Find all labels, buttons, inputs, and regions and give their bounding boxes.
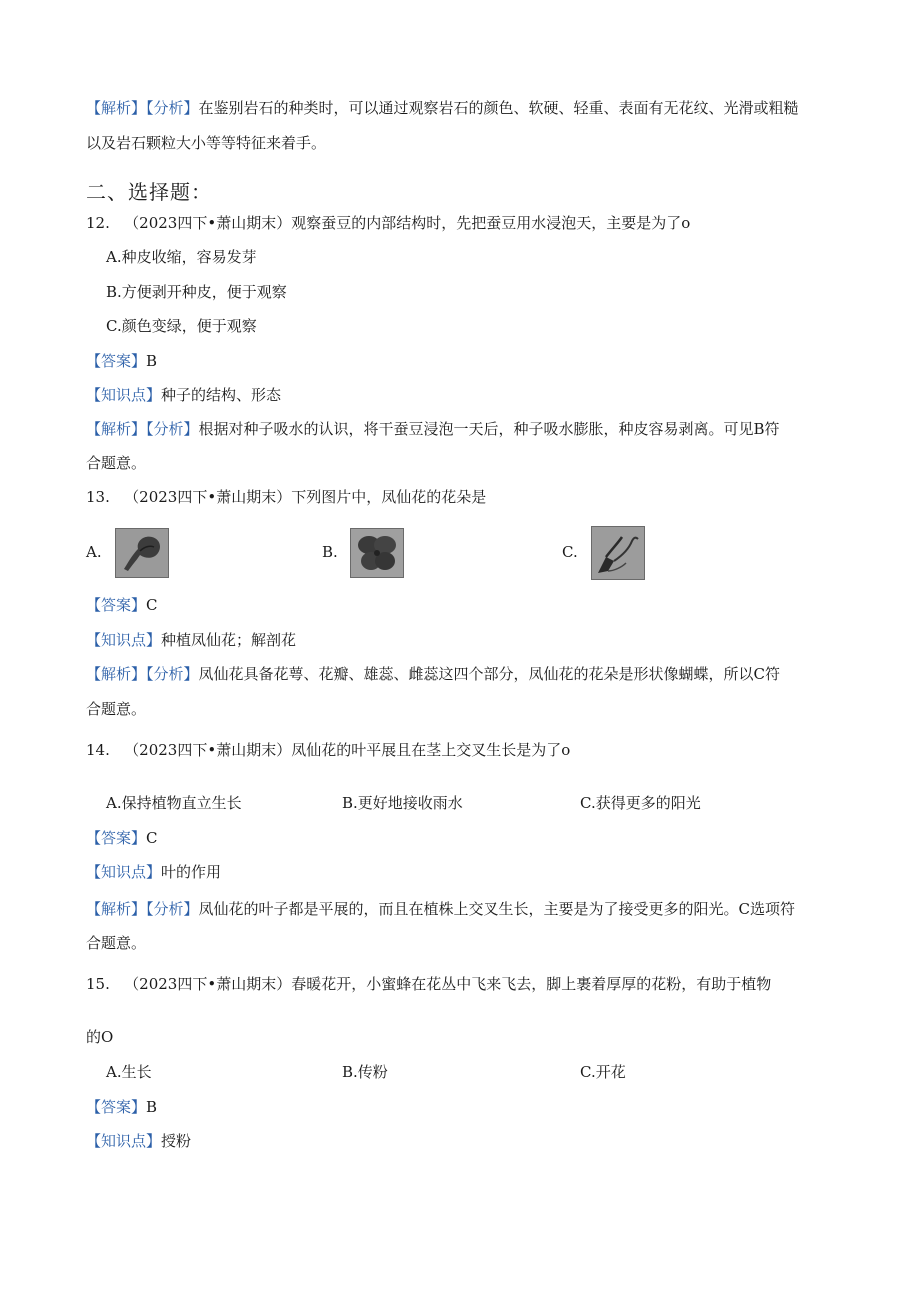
q12-option-a: A.种皮收缩，容易发芽 [106, 248, 257, 266]
q14-stem [86, 740, 570, 760]
q15-stem-line-2: 的O [86, 1028, 114, 1046]
analysis-text: 凤仙花具备花萼、花瓣、雄蕊、雌蕊这四个部分，凤仙花的花朵是形状像蝴蝶，所以C符 [198, 665, 781, 683]
section-title: 二、选择题： [86, 180, 212, 204]
knowledge-label: 【知识点】 [86, 1132, 162, 1150]
question-source: （2023四下•萧山期末） [124, 741, 292, 759]
analysis-label: 【解析】 [86, 900, 147, 918]
q14-option-a: A.保持植物直立生长 [106, 794, 242, 812]
q14-answer [86, 828, 158, 848]
q13-stem [86, 487, 486, 507]
question-number: 13. [86, 488, 110, 506]
question-source: （2023四下•萧山期末） [124, 488, 292, 506]
flower-clover-photo-icon [350, 528, 404, 578]
q14-option-b: B.更好地接收雨水 [342, 794, 463, 812]
q13-analysis-line-1 [86, 664, 780, 684]
q14-knowledge [86, 862, 221, 882]
knowledge-value: 授粉 [161, 1132, 192, 1150]
q15-option-a: A.生长 [106, 1063, 152, 1081]
q13-knowledge [86, 630, 296, 650]
answer-label: 【答案】 [86, 1098, 147, 1116]
knowledge-label: 【知识点】 [86, 863, 162, 881]
q12-knowledge [86, 385, 281, 405]
question-text: 观察蚕豆的内部结构时，先把蚕豆用水浸泡天，主要是为了o [291, 214, 691, 232]
knowledge-value: 种子的结构、形态 [161, 386, 282, 404]
question-text: 下列图片中，凤仙花的花朵是 [291, 488, 487, 506]
q15-answer [86, 1097, 157, 1117]
fenxi-label: 【分析】 [146, 99, 199, 117]
fenxi-label: 【分析】 [146, 420, 199, 438]
fenxi-label: 【分析】 [146, 665, 199, 683]
q13-answer [86, 595, 158, 615]
q15-knowledge [86, 1131, 191, 1151]
analysis-label: 【解析】 [86, 665, 147, 683]
answer-label: 【答案】 [86, 352, 147, 370]
q12-option-b: B.方便剥开种皮，便于观察 [106, 283, 287, 301]
q13-option-c-letter: C. [562, 543, 578, 561]
flower-butterfly-photo-icon [591, 526, 645, 580]
analysis-text: 凤仙花的叶子都是平展的，而且在植株上交叉生长，主要是为了接受更多的阳光。C选项符 [198, 900, 796, 918]
answer-value: C [146, 829, 158, 847]
question-text: 凤仙花的叶平展且在茎上交叉生长是为了o [291, 741, 571, 759]
q12-answer [86, 351, 157, 371]
q12-stem [86, 213, 690, 233]
prev-analysis-line-1 [86, 98, 799, 118]
q14-option-c: C.获得更多的阳光 [580, 794, 701, 812]
q14-analysis-line-2: 合题意。 [86, 934, 147, 952]
q15-stem-line-1 [86, 974, 771, 994]
answer-value: B [146, 352, 158, 370]
analysis-label: 【解析】 [86, 420, 147, 438]
q15-option-c: C.开花 [580, 1063, 626, 1081]
q12-option-c: C.颜色变绿，便于观察 [106, 317, 257, 335]
answer-label: 【答案】 [86, 596, 147, 614]
q14-analysis-line-1 [86, 899, 795, 919]
question-number: 15. [86, 975, 110, 993]
analysis-text: 在鉴别岩石的种类时，可以通过观察岩石的颜色、软硬、轻重、表面有无花纹、光滑或粗糙 [198, 99, 799, 117]
q13-option-a-letter: A. [86, 543, 102, 561]
q12-analysis-line-1 [86, 419, 780, 439]
analysis-label: 【解析】 [86, 99, 147, 117]
q12-analysis-line-2: 合题意。 [86, 454, 147, 472]
question-text: 春暖花开，小蜜蜂在花丛中飞来飞去，脚上裹着厚厚的花粉，有助于植物 [291, 975, 772, 993]
analysis-text: 根据对种子吸水的认识，将干蚕豆浸泡一天后，种子吸水膨胀，种皮容易剥离。可见B符 [198, 420, 780, 438]
answer-value: B [146, 1098, 158, 1116]
answer-value: C [146, 596, 158, 614]
knowledge-value: 叶的作用 [161, 863, 222, 881]
q13-option-b-letter: B. [322, 543, 338, 561]
answer-label: 【答案】 [86, 829, 147, 847]
flower-trumpet-photo-icon [115, 528, 169, 578]
knowledge-label: 【知识点】 [86, 386, 162, 404]
knowledge-label: 【知识点】 [86, 631, 162, 649]
question-source: （2023四下•萧山期末） [124, 214, 292, 232]
question-number: 14. [86, 741, 110, 759]
knowledge-value: 种植凤仙花；解剖花 [161, 631, 297, 649]
question-number: 12. [86, 214, 110, 232]
question-source: （2023四下•萧山期末） [124, 975, 292, 993]
fenxi-label: 【分析】 [146, 900, 199, 918]
q13-analysis-line-2: 合题意。 [86, 700, 147, 718]
q15-option-b: B.传粉 [342, 1063, 388, 1081]
prev-analysis-line-2: 以及岩石颗粒大小等等特征来着手。 [86, 134, 327, 152]
